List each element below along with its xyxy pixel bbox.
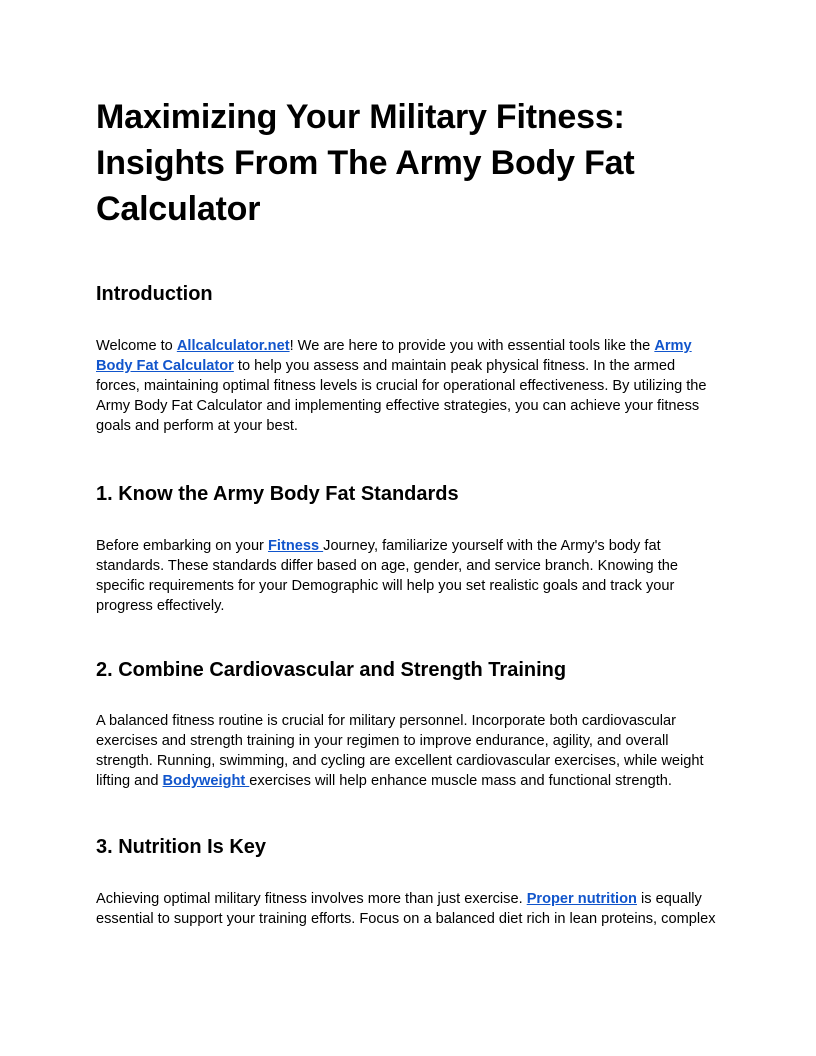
heading-section-1: 1. Know the Army Body Fat Standards <box>96 483 459 505</box>
fitness-link[interactable]: Fitness <box>267 538 324 554</box>
paragraph-introduction <box>96 336 720 436</box>
text-segment: Achieving optimal military fitness involves more than just exercise. <box>96 891 527 907</box>
heading-introduction: Introduction <box>96 283 213 305</box>
text-segment: ! We are here to provide you with essential tools like the <box>289 338 655 354</box>
bodyweight-link[interactable]: Bodyweight <box>162 773 250 789</box>
text-segment: Journey, familiarize yourself with the Army's body fat standards. These standards differ based on age, gender, and service branch. Knowing the specific requirements for your Demographic will help you set realistic goals and track your progress effectively. <box>96 538 678 614</box>
text-segment: Before embarking on your <box>96 538 268 554</box>
heading-section-2: 2. Combine Cardiovascular and Strength Training <box>96 659 567 681</box>
allcalculator-link[interactable]: Allcalculator.net <box>176 338 290 354</box>
paragraph-section-3 <box>96 889 720 929</box>
paragraph-section-2 <box>96 711 720 791</box>
paragraph-section-1 <box>96 536 720 616</box>
page-title: Maximizing Your Military Fitness: Insights From The Army Body Fat Calculator <box>96 98 635 228</box>
text-segment: exercises will help enhance muscle mass and functional strength. <box>249 773 672 789</box>
text-segment: Welcome to <box>96 338 177 354</box>
heading-section-3: 3. Nutrition Is Key <box>96 836 267 858</box>
proper-nutrition-link[interactable]: Proper nutrition <box>526 891 637 907</box>
text-segment: to help you assess and maintain peak physical fitness. In the armed forces, maintaining optimal fitness levels is crucial for operational effectiveness. By utilizing the Army Body Fat Calculator and implementing effective strategies, you can achieve your fitness goals and perform at your best. <box>96 358 707 434</box>
army-body-fat-calculator-link[interactable]: Army Body Fat Calculator <box>96 338 692 374</box>
text-segment: is equally essential to support your training efforts. Focus on a balanced diet rich in lean proteins, complex <box>96 891 716 927</box>
text-segment: A balanced fitness routine is crucial for military personnel. Incorporate both cardiovascular exercises and strength training in your regimen to improve endurance, agility, and overall strength. Running, swimming, and cycling are excellent cardiovascular exercises, while weight lifting and <box>96 713 704 789</box>
